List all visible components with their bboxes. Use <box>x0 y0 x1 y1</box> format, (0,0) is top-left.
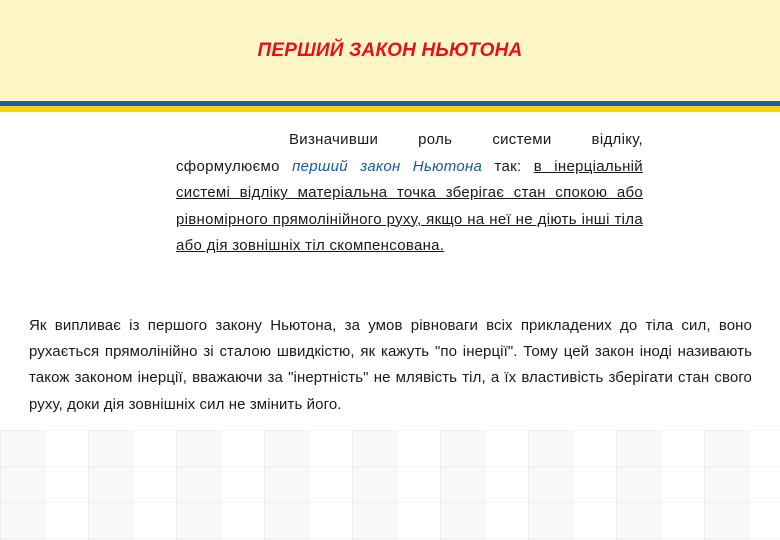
definition-connector: так: <box>482 157 534 175</box>
background-grid <box>0 430 780 540</box>
law-statement: в інерціальній системі відліку матеріальна точка зберігає стан спокою або рівномірного прямолінійного руху, якщо на неї не діють інші тіла або дія зовнішніх тіл скомпенсована. <box>176 157 643 254</box>
definition-intro: Визначивши роль системи відліку, сформулюємо <box>176 131 643 175</box>
law-term: перший закон Ньютона <box>292 157 483 175</box>
explanation-paragraph: Як випливає із першого закону Ньютона, за умов рівноваги всіх прикладених до тіла сил, воно рухається прямолінійно зі сталою швидкістю, як кажуть "по інерції". Тому цей закон іноді називають також законом інерції, вважаючи за "інертність" не млявість тіл, а їх властивість зберігати стан свого руху, доки дія зовнішніх сил не змінить його. <box>29 317 752 413</box>
slide-title: ПЕРШИЙ ЗАКОН НЬЮТОНА <box>257 40 523 61</box>
law-definition <box>176 127 643 260</box>
yellow-stripe <box>0 106 780 112</box>
